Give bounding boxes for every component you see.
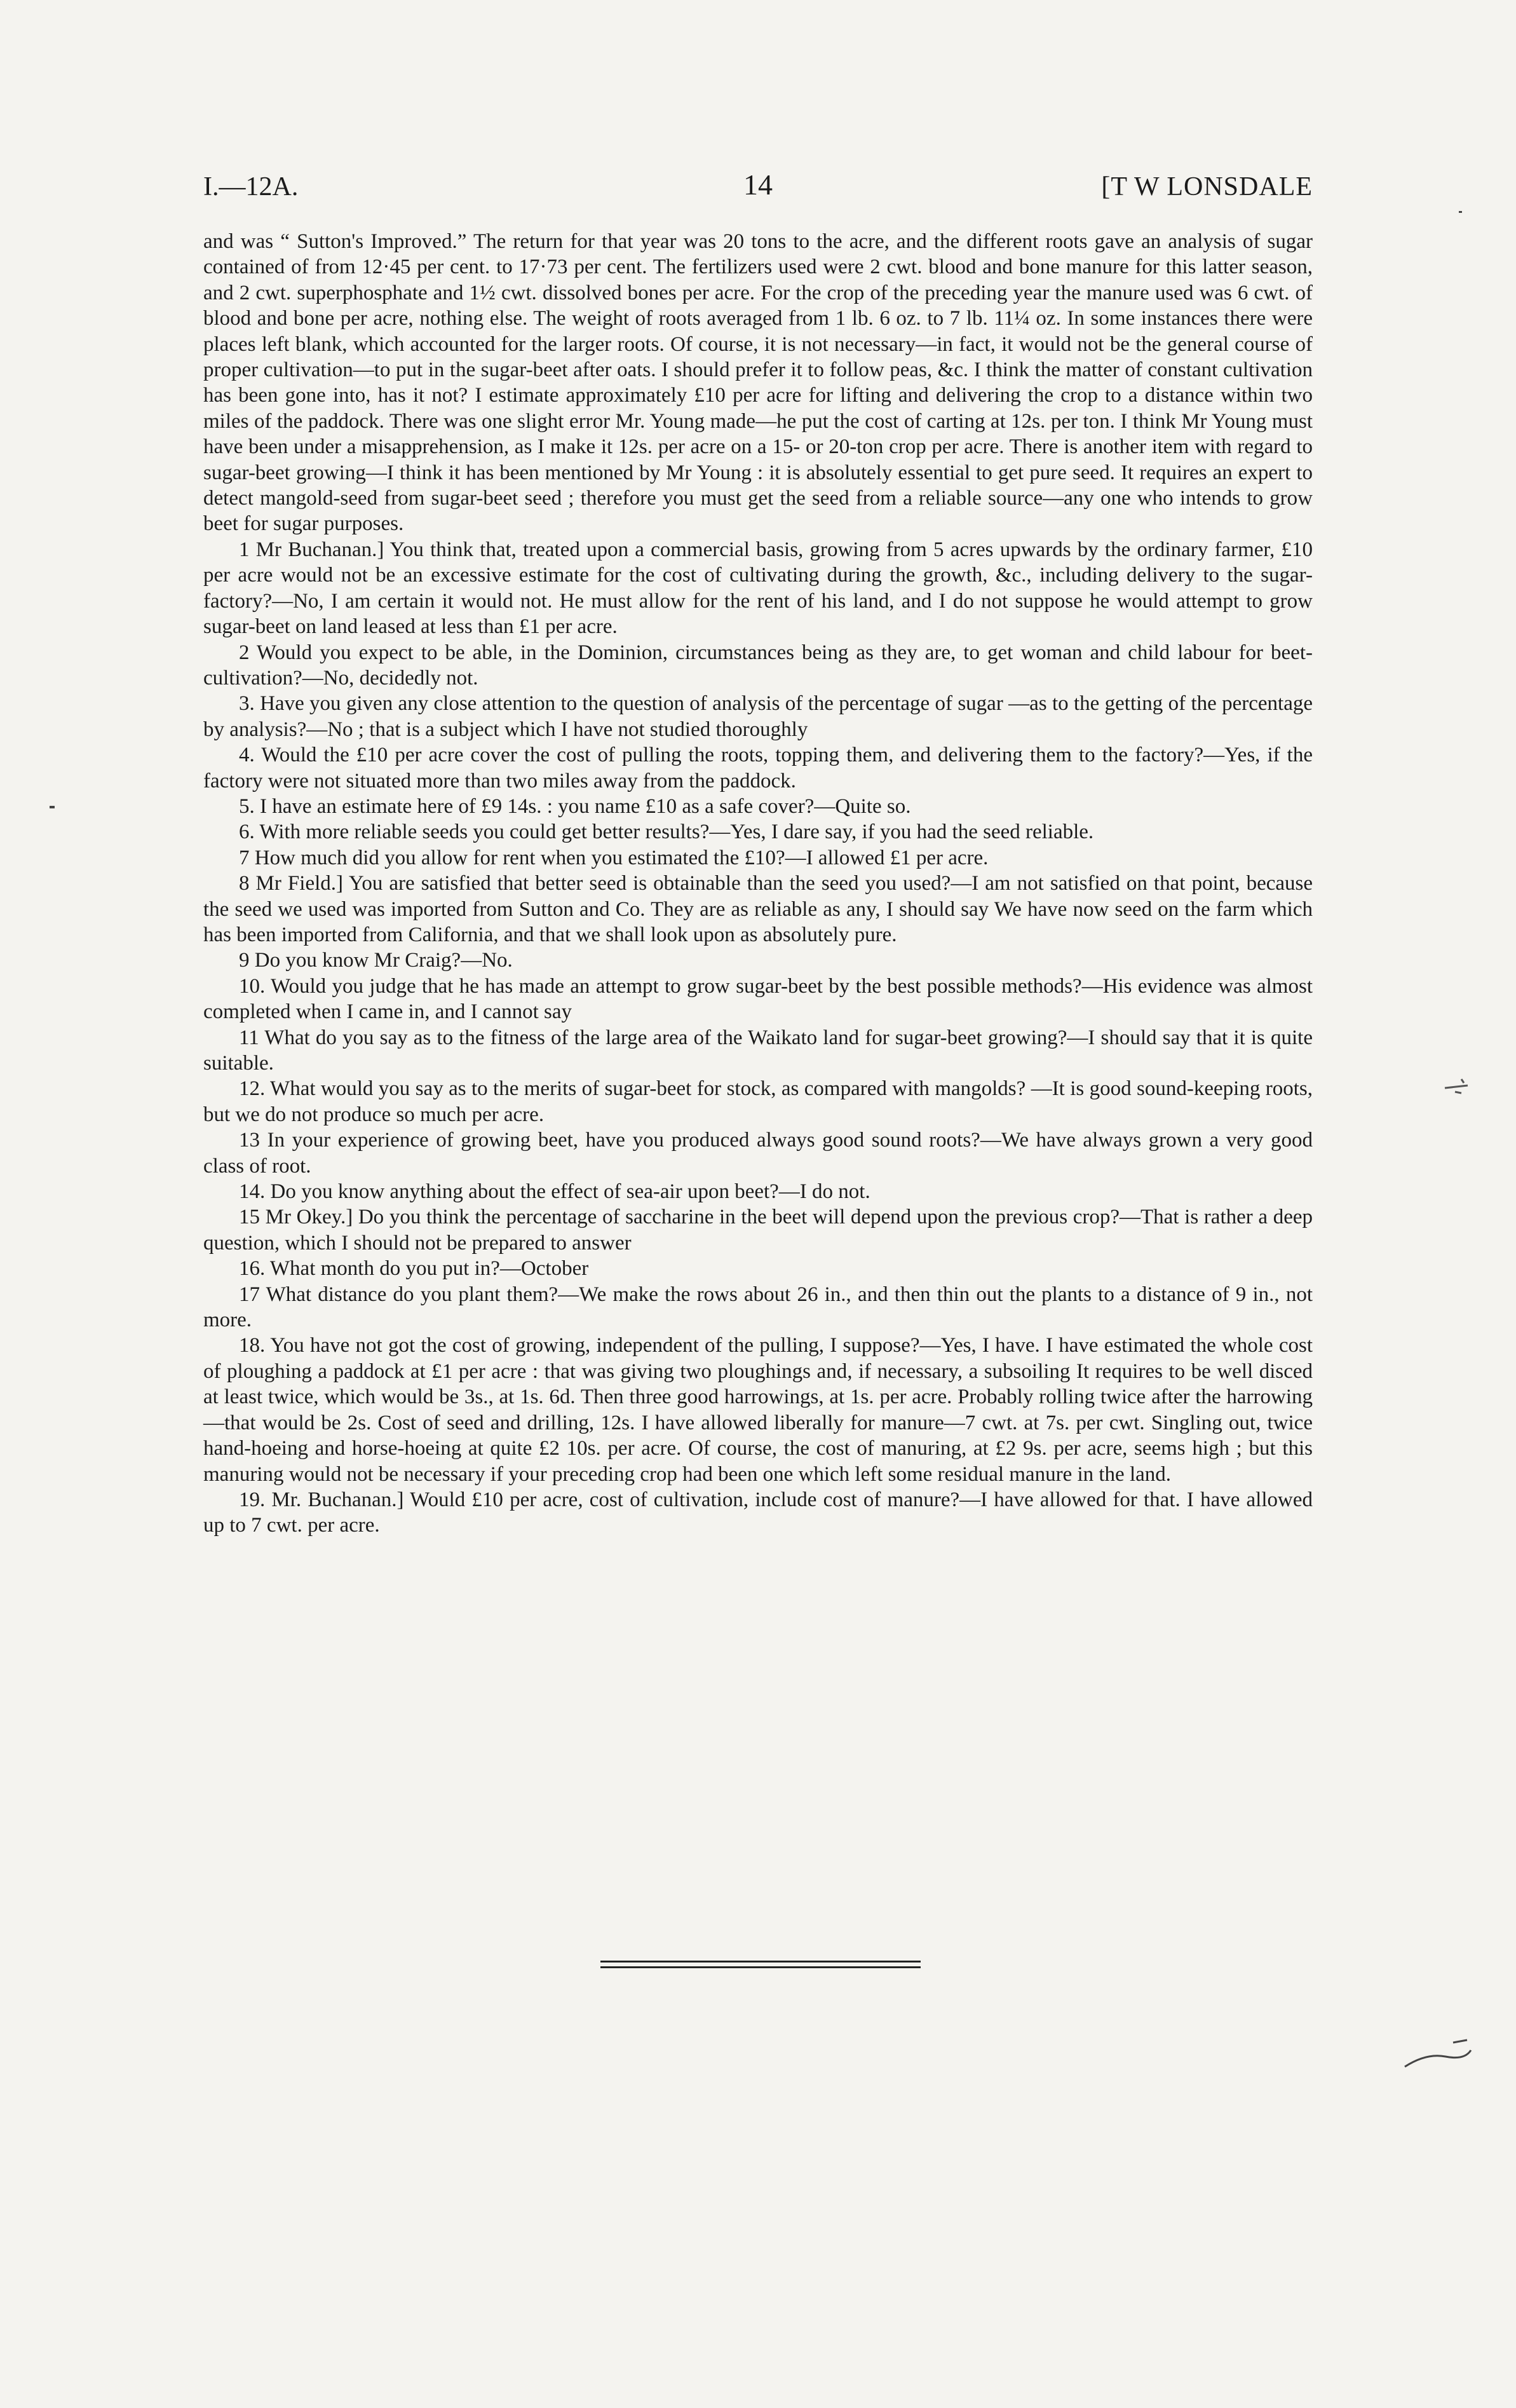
closing-rule-top: [600, 1961, 921, 1962]
margin-mark-right: [1442, 1074, 1474, 1099]
evidence-text: [203, 229, 1313, 1539]
question-15: 15 Mr Okey.] Do you think the percentage of saccharine in the beet will depend upon the previous crop?—That is rather a deep question, which I should not be prepared to answer: [203, 1206, 1313, 1255]
page-number: 14: [743, 168, 773, 201]
question-3: 3. Have you given any close attention to the question of analysis of the percentage of sugar —as to the getting of the percentage by analysis?—No ; that is a subject which I have not studied thoroughly: [203, 692, 1313, 741]
page-header: [203, 168, 1313, 216]
question-18: 18. You have not got the cost of growing, independent of the pulling, I suppose?—Yes, I have. I have estimated the whole cost of ploughing a paddock at £1 per acre : that was giving two ploughings and, if necessary, a subsoiling It requires to be well disced at least twice, which would be 3s., at 1s. 6d. Then three good harrowings, at 1s. per acre. Probably rolling twice after the harrowing—that would be 2s. Cost of seed and drilling, 12s. I have allowed liberally for manure—7 cwt. at 7s. per cwt. Singling out, twice hand-hoeing and horse-hoeing at quite £2 10s. per acre. Of course, the cost of manuring, at £2 9s. per acre, seems high ; but this manuring would not be necessary if your preceding crop had been one which left some residual manure in the land.: [203, 1334, 1313, 1486]
margin-squiggle: [1401, 2034, 1477, 2078]
question-14: 14. Do you know anything about the effect of sea-air upon beet?—I do not.: [239, 1180, 870, 1204]
question-19: 19. Mr. Buchanan.] Would £10 per acre, cost of cultivation, include cost of manure?—I have allowed for that. I have allowed up to 7 cwt. per acre.: [203, 1488, 1313, 1537]
closing-rule-bottom: [600, 1966, 921, 1968]
question-12: 12. What would you say as to the merits of sugar-beet for stock, as compared with mangolds? —It is good sound-keeping roots, but we do not produce so much per acre.: [203, 1077, 1313, 1126]
question-10: 10. Would you judge that he has made an attempt to grow sugar-beet by the best possible methods?—His evidence was almost completed when I came in, and I cannot say: [203, 974, 1313, 1024]
question-4: 4. Would the £10 per acre cover the cost of pulling the roots, topping them, and delivering them to the factory?—Yes, if the factory were not situated more than two miles away from the paddock.: [203, 744, 1313, 792]
question-6: 6. With more reliable seeds you could get better results?—Yes, I dare say, if you had the seed reliable.: [239, 820, 1094, 844]
question-7: 7 How much did you allow for rent when you estimated the £10?—I allowed £1 per acre.: [239, 846, 989, 869]
paragraph-continuation: and was “ Sutton's Improved.” The return for that year was 20 tons to the acre, and the different roots gave an analysis of sugar contained of from 12·45 per cent. to 17·73 per cent. The fertilizers used were 2 cwt. blood and bone manure for this latter season, and 2 cwt. superphosphate and 1½ cwt. dissolved bones per acre. For the crop of the preceding year the manure used was 6 cwt. of blood and bone per acre, nothing else. The weight of roots averaged from 1 lb. 6 oz. to 7 lb. 11¼ oz. In some instances there were places left blank, which accounted for the larger roots. Of course, it is not necessary—in fact, it would not be the general course of proper cultivation—to put in the sugar-beet after oats. I should prefer it to follow peas, &c. I think the matter of constant cultivation has been gone into, has it not? I estimate approximately £10 per acre for lifting and delivering the crop to a distance within two miles of the paddock. There was one slight error Mr. Young made—he put the cost of carting at 12s. per ton. I think Mr Young must have been under a misapprehension, as I make it 12s. per acre on a 15- or 20-ton crop per acre. There is another item with regard to sugar-beet growing—I think it has been mentioned by Mr Young : it is absolutely essential to get pure seed. It requires an expert to detect mangold-seed from sugar-beet seed ; therefore you must get the seed from a reliable source—any one who intends to grow beet for sugar purposes.: [203, 230, 1313, 536]
question-9: 9 Do you know Mr Craig?—No.: [239, 949, 513, 972]
question-1: 1 Mr Buchanan.] You think that, treated upon a commercial basis, growing from 5 acres upwards by the ordinary farmer, £10 per acre would not be an excessive estimate for the cost of cultivating during the growth, &c., including delivery to the sugar-factory?—No, I am certain it would not. He must allow for the rent of his land, and I do not suppose he would attempt to grow sugar-beet on land leased at less than £1 per acre.: [203, 538, 1313, 639]
question-8: 8 Mr Field.] You are satisfied that better seed is obtainable than the seed you used?—I am not satisfied on that point, because the seed we used was imported from Sutton and Co. They are as reliable as any, I should say We have now seed on the farm which has been imported from California, and that we shall look upon as absolutely pure.: [203, 872, 1313, 946]
margin-dot: [1459, 211, 1462, 213]
question-11: 11 What do you say as to the fitness of the large area of the Waikato land for sugar-beet growing?—I should say that it is quite suitable.: [203, 1026, 1313, 1075]
question-17: 17 What distance do you plant them?—We make the rows about 26 in., and then thin out the plants to a distance of 9 in., not more.: [203, 1282, 1313, 1332]
document-reference: I.—12A.: [203, 172, 299, 201]
margin-mark-left: [50, 806, 55, 808]
question-16: 16. What month do you put in?—October: [239, 1257, 589, 1281]
document-page: [203, 168, 1313, 1539]
question-5: 5. I have an estimate here of £9 14s. : you name £10 as a safe cover?—Quite so.: [239, 794, 911, 818]
question-2: 2 Would you expect to be able, in the Dominion, circumstances being as they are, to get woman and child labour for beet-cultivation?—No, decidedly not.: [203, 641, 1313, 690]
question-13: 13 In your experience of growing beet, have you produced always good sound roots?—We have always grown a very good class of root.: [203, 1129, 1313, 1178]
witness-name: [T W LONSDALE: [1101, 172, 1313, 201]
